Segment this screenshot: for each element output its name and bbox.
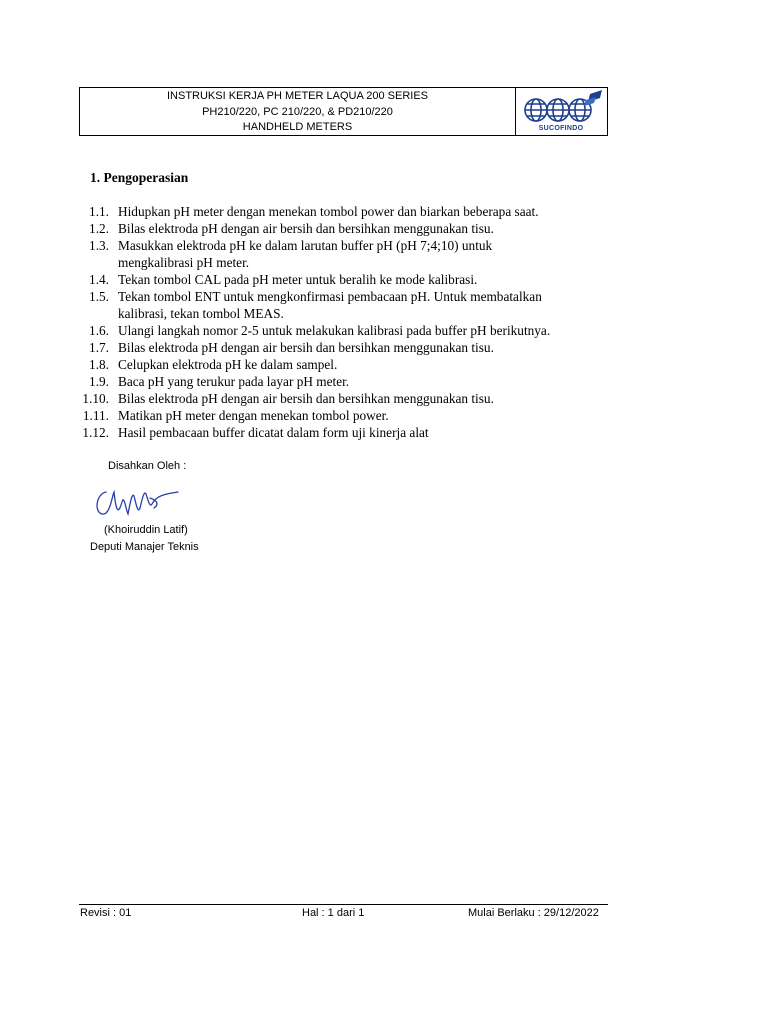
document-header (79, 87, 608, 136)
signer-title: Deputi Manajer Teknis (90, 541, 199, 553)
step-text: Tekan tombol ENT untuk mengkonfirmasi pembacaan pH. Untuk membatalkan (118, 289, 542, 304)
procedure-step (0, 288, 768, 322)
procedure-step (0, 203, 768, 220)
procedure-step (0, 271, 768, 288)
signature-image (94, 482, 184, 524)
step-text: Bilas elektroda pH dengan air bersih dan bersihkan menggunakan tisu. (118, 221, 494, 236)
procedure-step (0, 356, 768, 373)
step-text: Hasil pembacaan buffer dicatat dalam form uji kinerja alat (118, 425, 429, 440)
step-text: Bilas elektroda pH dengan air bersih dan bersihkan menggunakan tisu. (118, 391, 494, 406)
sucofindo-logo-text: SUCOFINDO (538, 125, 584, 132)
procedure-step (0, 390, 768, 407)
step-number: 1.1. (89, 204, 109, 219)
step-text: Tekan tombol CAL pada pH meter untuk beralih ke mode kalibrasi. (118, 272, 478, 287)
sucofindo-globe-logo-icon (516, 88, 607, 126)
procedure-step (0, 322, 768, 339)
header-line-1: INSTRUKSI KERJA PH METER LAQUA 200 SERIES (166, 90, 429, 102)
step-number: 1.2. (89, 221, 109, 236)
step-number: 1.12. (82, 425, 109, 440)
footer-page: Hal : 1 dari 1 (302, 907, 365, 919)
header-line-2: PH210/220, PC 210/220, & PD210/220 (202, 105, 393, 118)
step-text: Celupkan elektroda pH ke dalam sampel. (118, 357, 338, 372)
step-number: 1.6. (89, 323, 109, 338)
procedure-step (0, 373, 768, 390)
footer-divider (79, 904, 608, 905)
footer-effective-date: Mulai Berlaku : 29/12/2022 (468, 907, 599, 919)
step-number: 1.3. (89, 238, 109, 253)
procedure-step (0, 424, 768, 441)
step-number: 1.4. (89, 272, 109, 287)
step-text: Hidupkan pH meter dengan menekan tombol power dan biarkan beberapa saat. (118, 204, 539, 219)
step-text: Baca pH yang terukur pada layar pH meter. (118, 374, 350, 389)
step-number: 1.8. (89, 357, 109, 372)
procedure-step (0, 237, 768, 271)
header-line-3: HANDHELD METERS (242, 121, 353, 133)
approved-by-label: Disahkan Oleh : (108, 460, 187, 472)
section-title: 1. Pengoperasian (90, 170, 189, 185)
step-number: 1.5. (89, 289, 109, 304)
step-number: 1.9. (89, 374, 109, 389)
step-text: Masukkan elektroda pH ke dalam larutan buffer pH (pH 7;4;10) untuk (118, 238, 493, 253)
step-number: 1.11. (82, 408, 109, 423)
procedure-step (0, 407, 768, 424)
step-text: Bilas elektroda pH dengan air bersih dan bersihkan menggunakan tisu. (118, 340, 494, 355)
step-text: kalibrasi, tekan tombol MEAS. (118, 306, 284, 321)
footer-revision: Revisi : 01 (80, 907, 132, 919)
step-number: 1.10. (82, 391, 109, 406)
step-text: Matikan pH meter dengan menekan tombol power. (118, 408, 389, 423)
sucofindo-logo (516, 88, 607, 135)
step-text: Ulangi langkah nomor 2-5 untuk melakukan kalibrasi pada buffer pH berikutnya. (118, 323, 551, 338)
procedure-step (0, 339, 768, 356)
procedure-step (0, 220, 768, 237)
document-header-title (80, 88, 516, 135)
signer-name: (Khoiruddin Latif) (104, 524, 188, 536)
step-number: 1.7. (89, 340, 109, 355)
step-text: mengkalibrasi pH meter. (118, 255, 250, 270)
